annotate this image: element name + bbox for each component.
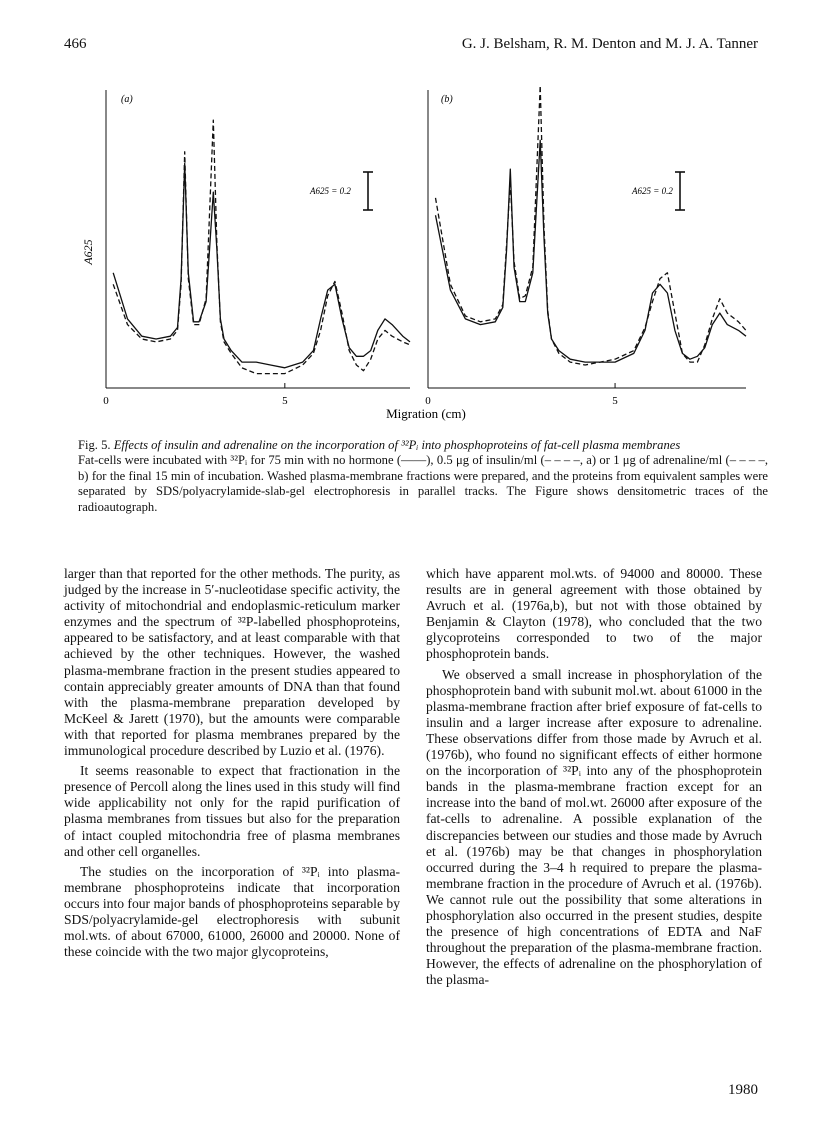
trace-dashed — [436, 86, 747, 365]
trace-dashed — [113, 120, 410, 373]
right-paragraph-2: We observed a small increase in phosphorylation of the phosphoprotein band with subunit mol.wt. about 61000 in the plasma-membrane fraction after brief exposure of fat-cells to insulin and a larger increase after exposure to adrenaline. These observations differ from those made by Avruch et al. (1976b), who found no significant effects of either hormone on the incorporation of ³²Pᵢ into any of the phosphoprotein bands in the plasma-membrane fraction except for an increase into the band of mol.wt. 26000 after exposure of the fat-cells to adrenaline. A possible explanation of the discrepancies between our studies and those made by Avruch et al. (1976b) may be that changes in phosphorylation occurred during the 3–4 h required to prepare the plasma-membrane fraction in the procedure of Avruch et al. (1976b). We cannot rule out the possibility that some alterations in phosphorylation also occurred in the present studies, despite the presence of high concentrations of EDTA and NaF throughout the preparation of the plasma-membrane fraction. However, the effects of adrenaline on the phosphorylation of the plasma- — [426, 666, 762, 988]
figure-label: Fig. 5. — [78, 438, 111, 452]
trace-solid — [113, 163, 410, 367]
left-column — [64, 566, 400, 964]
figure-caption — [78, 438, 768, 515]
x-tick-label: 0 — [103, 395, 109, 407]
left-paragraph-3: The studies on the incorporation of ³²Pᵢ into plasma-membrane phosphoproteins indicate that incorporation occurs into four major bands of phosphoproteins separable by SDS/polyacrylamide-gel electrophoresis with subunit mol.wts. of about 67000, 61000, 26000 and 20000. None of these coincide with the two major glycoproteins, — [64, 863, 400, 960]
panel-a-label: (a) — [121, 94, 133, 105]
x-tick-label: 5 — [612, 395, 618, 407]
figure-5 — [0, 70, 816, 430]
x-tick-label: 0 — [425, 395, 431, 407]
trace-solid — [436, 140, 747, 362]
footer-year: 1980 — [728, 1082, 758, 1098]
right-paragraph-1: which have apparent mol.wts. of 94000 and 80000. These results are in general agreement with those obtained by Avruch et al. (1976a,b), but not with those obtained by Benjamin & Clayton (1978), who concluded that the two glycoproteins corresponded to two of the major phosphoprotein bands. — [426, 566, 762, 662]
scale-bar-label-b: A625 = 0.2 — [632, 186, 673, 196]
page-number: 466 — [64, 36, 87, 52]
figure-caption-text: Fat-cells were incubated with ³²Pᵢ for 75 min with no hormone (——), 0.5 μg of insulin/ml (– – – –, a) or 1 μg of adrenaline/ml (– – – –, b) for the final 15 min of incubation. Washed plasma-membrane fractions were prepared, and the proteins from equivalent samples were separated by SDS/polyacrylamide-slab-gel electrophoresis in parallel tracks. The Figure shows densitometric traces of the radioautograph. — [78, 453, 768, 514]
left-paragraph-1: larger than that reported for the other methods. The purity, as judged by the increase in 5′-nucleotidase specific activity, the activity of mitochondrial and endoplasmic-reticulum marker enzymes and the spectrum of ³²P-labelled phosphoproteins, appeared to be satisfactory, and at least comparable with that achieved by the other techniques. However, the washed plasma-membrane fraction in the present studies appeared to contain appreciably greater amounts of DNA than that found with the plasma-membrane preparation developed by McKeel & Jarett (1970), but the amounts were comparable with that reported for plasma membranes prepared by the immunological procedure described by Luzio et al. (1976). — [64, 566, 400, 759]
x-tick-label: 5 — [282, 395, 288, 407]
running-header-authors: G. J. Belsham, R. M. Denton and M. J. A. Tanner — [461, 36, 758, 52]
left-paragraph-2: It seems reasonable to expect that fractionation in the presence of Percoll along the lines used in this study will find wide applicability not only for the rapid purification of plasma membranes from tissues but also for the preparation of intact coupled mitochondria free of plasma membranes and other cell organelles. — [64, 763, 400, 859]
x-axis-label: Migration (cm) — [386, 406, 466, 421]
panel-b-label: (b) — [441, 94, 453, 105]
y-axis-label: A625 — [81, 239, 95, 265]
panel-a — [103, 90, 410, 407]
scale-bar-label-a: A625 = 0.2 — [310, 186, 351, 196]
figure-title: Effects of insulin and adrenaline on the incorporation of ³²Pᵢ into phosphoproteins of fat-cell plasma membranes — [113, 438, 681, 452]
panel-b — [425, 86, 746, 407]
right-column — [426, 566, 762, 992]
